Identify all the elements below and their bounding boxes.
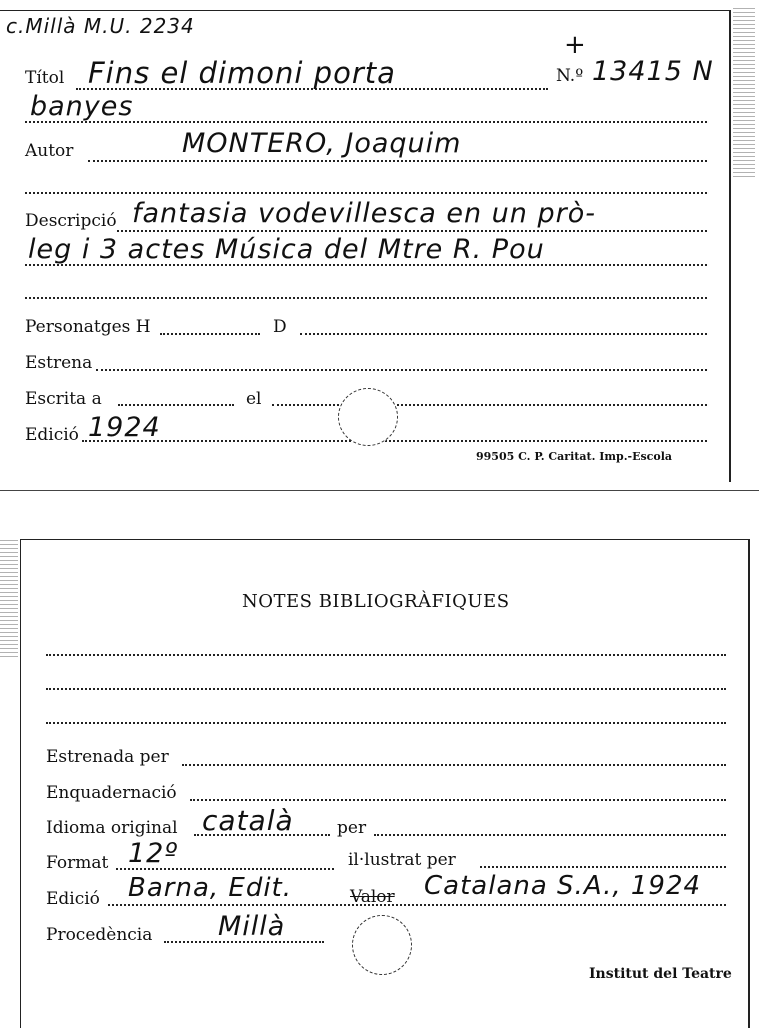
illustrat-label: il·lustrat per (348, 850, 456, 870)
descripcio-line (117, 230, 707, 232)
el-line (272, 404, 707, 406)
enquadernacio-line (190, 799, 726, 801)
notes-line-2 (46, 688, 726, 690)
format-value: 12º (128, 838, 179, 869)
blank-line (25, 192, 707, 194)
estrenada-label: Estrenada per (46, 747, 169, 767)
titol-label: Títol (25, 68, 65, 88)
enquadernacio-label: Enquadernació (46, 783, 177, 803)
edicio-value: 1924 (88, 412, 161, 443)
notes-line-1 (46, 654, 726, 656)
scan-noise (733, 8, 755, 178)
edicio-label: Edició (25, 425, 79, 445)
autor-value: MONTERO, Joaquim (182, 128, 462, 159)
format-label: Format (46, 853, 109, 873)
edicio-struck-word: Valor (350, 887, 395, 907)
estrena-label: Estrena (25, 353, 93, 373)
illustrat-line (480, 866, 726, 868)
printer-note: 99505 C. P. Caritat. Imp.-Escola (476, 450, 673, 463)
titol-value-cont: banyes (30, 91, 134, 122)
edicio-back-value-b: Catalana S.A., 1924 (424, 871, 702, 901)
personatges-h-line (160, 333, 260, 335)
procedencia-label: Procedència (46, 925, 153, 945)
escrita-label: Escrita a (25, 389, 102, 409)
personatges-label: Personatges H (25, 317, 151, 337)
edicio-back-line (108, 904, 726, 906)
descripcio-value-cont: leg i 3 actes Música del Mtre R. Pou (28, 234, 545, 265)
cross-mark: + (564, 30, 587, 60)
el-label: el (246, 389, 262, 409)
punch-hole-2 (352, 915, 412, 975)
personatges-d-label: D (273, 317, 287, 337)
idioma-label: Idioma original (46, 818, 178, 838)
blank-line-2 (25, 297, 707, 299)
edicio-line (82, 440, 707, 442)
autor-line (88, 160, 707, 162)
procedencia-value: Millà (218, 911, 286, 942)
descripcio-value: fantasia vodevillesca en un prò- (132, 198, 596, 229)
notes-line-3 (46, 722, 726, 724)
scan-noise-2 (0, 540, 18, 660)
idioma-value: català (202, 804, 294, 837)
institution-stamp: Institut del Teatre (589, 966, 732, 982)
numero-label: N.º (556, 66, 584, 86)
per-line (374, 834, 726, 836)
punch-hole (338, 388, 398, 446)
edicio-back-label: Edició (46, 889, 100, 909)
estrenada-line (182, 764, 726, 766)
reference-code: c.Millà M.U. 2234 (6, 14, 195, 38)
escrita-line (118, 404, 234, 406)
notes-heading: NOTES BIBLIOGRÀFIQUES (242, 591, 510, 612)
personatges-d-line (300, 333, 707, 335)
estrena-line (96, 369, 707, 371)
edicio-back-value-a: Barna, Edit. (128, 873, 293, 903)
card-divider (0, 490, 759, 491)
descripcio-label: Descripció (25, 211, 117, 231)
per-label: per (337, 818, 367, 838)
titol-value: Fins el dimoni porta (88, 56, 396, 90)
autor-label: Autor (25, 141, 74, 161)
numero-value: 13415 N (592, 56, 714, 87)
